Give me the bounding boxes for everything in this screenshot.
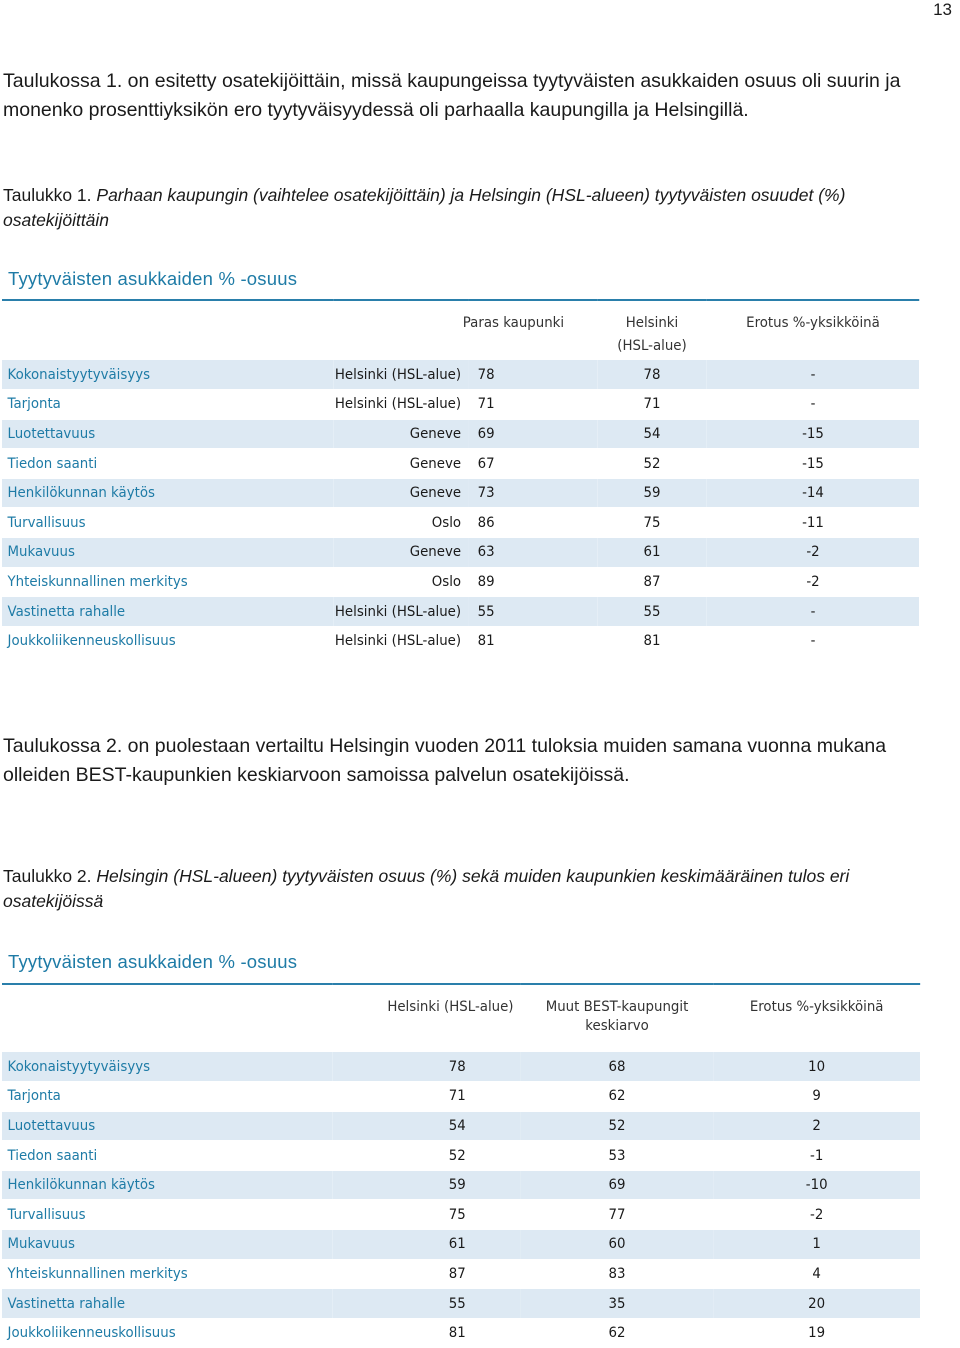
- table-row: [2, 567, 919, 597]
- best-city: Helsinki (HSL-alue): [333, 626, 468, 656]
- best-city: Geneve: [333, 478, 468, 508]
- helsinki-value: 81: [332, 1318, 521, 1348]
- table2-col-diff: Erotus %-yksikköinä: [713, 984, 920, 1015]
- best-value: 63: [468, 538, 597, 568]
- best-value: 81: [468, 626, 597, 656]
- table-row: [2, 1289, 920, 1319]
- helsinki-value: 55: [597, 597, 706, 627]
- helsinki-value: 59: [332, 1170, 521, 1200]
- table1-heading: Tyytyväisten asukkaiden % -osuus: [8, 268, 298, 289]
- helsinki-value: 61: [597, 538, 706, 568]
- table1: [2, 299, 919, 656]
- table1-body: [2, 360, 919, 656]
- diff-value: -: [707, 390, 920, 420]
- diff-value: 10: [713, 1052, 920, 1082]
- table2-caption: [3, 864, 938, 914]
- best-city: Geneve: [333, 538, 468, 568]
- table2-header-row: [2, 984, 920, 1015]
- best-city: Helsinki (HSL-alue): [333, 597, 468, 627]
- table-row: [2, 1170, 920, 1200]
- row-label: Kokonaistyytyväisyys: [2, 360, 333, 390]
- row-label: Yhteiskunnallinen merkitys: [2, 567, 333, 597]
- diff-value: -15: [707, 449, 920, 479]
- row-label: Yhteiskunnallinen merkitys: [2, 1259, 332, 1289]
- row-label: Luotettavuus: [2, 1111, 332, 1141]
- diff-value: 9: [713, 1082, 920, 1112]
- table-row: [2, 360, 919, 390]
- table-row: [2, 1052, 920, 1082]
- row-label: Luotettavuus: [2, 419, 333, 449]
- diff-value: -11: [707, 508, 920, 538]
- best-city: Helsinki (HSL-alue): [333, 360, 468, 390]
- table-row: [2, 478, 919, 508]
- table1-caption-text: Parhaan kaupungin (vaihtelee osatekijöittäin) ja Helsingin (HSL-alueen) tyytyväisten osuudet (%) osatekijöittäin: [3, 185, 846, 230]
- table-row: [2, 1082, 920, 1112]
- table-row: [2, 390, 919, 420]
- others-value: 69: [521, 1170, 713, 1200]
- best-value: 69: [468, 419, 597, 449]
- diff-value: 20: [713, 1289, 920, 1319]
- best-city: Geneve: [333, 449, 468, 479]
- table-row: [2, 626, 919, 656]
- row-label: Henkilökunnan käytös: [2, 1170, 332, 1200]
- diff-value: -: [707, 360, 920, 390]
- best-city: Helsinki (HSL-alue): [333, 390, 468, 420]
- helsinki-value: 55: [332, 1289, 521, 1319]
- best-value: 71: [468, 390, 597, 420]
- row-label: Joukkoliikenneuskollisuus: [2, 626, 333, 656]
- diff-value: -1: [713, 1141, 920, 1171]
- table-row: [2, 1259, 920, 1289]
- diff-value: -10: [713, 1170, 920, 1200]
- table2-caption-text: Helsingin (HSL-alueen) tyytyväisten osuus (%) sekä muiden kaupunkien keskimääräinen tulos eri osatekijöissä: [3, 866, 850, 911]
- table-row: [2, 1318, 920, 1348]
- row-label: Turvallisuus: [2, 1200, 332, 1230]
- table2-col-others-line2: keskiarvo: [585, 1018, 649, 1034]
- row-label: Tarjonta: [2, 390, 333, 420]
- table-row: [2, 1200, 920, 1230]
- table-row: [2, 1230, 920, 1260]
- row-label: Joukkoliikenneuskollisuus: [2, 1318, 332, 1348]
- table-row: [2, 538, 919, 568]
- row-label: Turvallisuus: [2, 508, 333, 538]
- row-label: Kokonaistyytyväisyys: [2, 1052, 332, 1082]
- best-value: 73: [468, 478, 597, 508]
- others-value: 52: [521, 1111, 713, 1141]
- helsinki-value: 78: [332, 1052, 521, 1082]
- diff-value: 2: [713, 1111, 920, 1141]
- helsinki-value: 78: [597, 360, 706, 390]
- best-value: 89: [468, 567, 597, 597]
- page-number: 13: [933, 0, 952, 19]
- others-value: 62: [521, 1082, 713, 1112]
- table1-col-helsinki: Helsinki: [597, 300, 706, 331]
- helsinki-value: 52: [332, 1141, 521, 1171]
- table-row: [2, 449, 919, 479]
- row-label: Vastinetta rahalle: [2, 597, 333, 627]
- table-row: [2, 597, 919, 627]
- table1-caption-label: Taulukko 1.: [3, 185, 92, 205]
- diff-value: -: [707, 597, 920, 627]
- table1-caption: [3, 183, 938, 233]
- row-label: Vastinetta rahalle: [2, 1289, 332, 1319]
- table2-caption-label: Taulukko 2.: [3, 866, 92, 886]
- helsinki-value: 71: [332, 1082, 521, 1112]
- row-label: Mukavuus: [2, 538, 333, 568]
- best-city: Oslo: [333, 567, 468, 597]
- table2-body: [2, 1052, 920, 1348]
- helsinki-value: 75: [332, 1200, 521, 1230]
- row-label: Tarjonta: [2, 1082, 332, 1112]
- helsinki-value: 87: [332, 1259, 521, 1289]
- best-value: 55: [468, 597, 597, 627]
- table-row: [2, 1141, 920, 1171]
- helsinki-value: 59: [597, 478, 706, 508]
- diff-value: 4: [713, 1259, 920, 1289]
- diff-value: -2: [713, 1200, 920, 1230]
- helsinki-value: 71: [597, 390, 706, 420]
- best-city: Geneve: [333, 419, 468, 449]
- best-city: Oslo: [333, 508, 468, 538]
- helsinki-value: 75: [597, 508, 706, 538]
- best-value: 67: [468, 449, 597, 479]
- table2-heading: Tyytyväisten asukkaiden % -osuus: [8, 951, 298, 972]
- helsinki-value: 81: [597, 626, 706, 656]
- row-label: Tiedon saanti: [2, 1141, 332, 1171]
- intro-paragraph-2: Taulukossa 2. on puolestaan vertailtu Helsingin vuoden 2011 tuloksia muiden samana vuonna mukana olleiden BEST-kaupunkien keskiarvoon samoissa palvelun osatekijöissä.: [3, 735, 887, 786]
- helsinki-value: 54: [597, 419, 706, 449]
- others-value: 68: [521, 1052, 713, 1082]
- row-label: Mukavuus: [2, 1230, 332, 1260]
- table1-col-diff: Erotus %-yksikköinä: [707, 300, 920, 331]
- helsinki-value: 61: [332, 1230, 521, 1260]
- helsinki-value: 87: [597, 567, 706, 597]
- others-value: 53: [521, 1141, 713, 1171]
- table1-header-row: [2, 300, 919, 331]
- diff-value: -2: [707, 567, 920, 597]
- diff-value: -: [707, 626, 920, 656]
- others-value: 60: [521, 1230, 713, 1260]
- best-value: 78: [468, 360, 597, 390]
- best-value: 86: [468, 508, 597, 538]
- diff-value: -2: [707, 538, 920, 568]
- helsinki-value: 54: [332, 1111, 521, 1141]
- others-value: 77: [521, 1200, 713, 1230]
- table2: [2, 983, 920, 1348]
- others-value: 83: [521, 1259, 713, 1289]
- table1-col-best: Paras kaupunki: [333, 300, 597, 331]
- others-value: 35: [521, 1289, 713, 1319]
- helsinki-value: 52: [597, 449, 706, 479]
- diff-value: 19: [713, 1318, 920, 1348]
- table-row: [2, 419, 919, 449]
- intro-paragraph-1: Taulukossa 1. on esitetty osatekijöittäin, missä kaupungeissa tyytyväisten asukkaiden osuus oli suurin ja monenko prosenttiyksikön ero tyytyväisyydessä oli parhaalla kaupungilla ja Helsingillä.: [3, 70, 901, 121]
- others-value: 62: [521, 1318, 713, 1348]
- table-row: [2, 508, 919, 538]
- diff-value: -14: [707, 478, 920, 508]
- row-label: Tiedon saanti: [2, 449, 333, 479]
- table1-col-helsinki-line2: (HSL-alue): [617, 337, 687, 354]
- row-label: Henkilökunnan käytös: [2, 478, 333, 508]
- diff-value: -15: [707, 419, 920, 449]
- table-row: [2, 1111, 920, 1141]
- diff-value: 1: [713, 1230, 920, 1260]
- table2-col-helsinki: Helsinki (HSL-alue): [332, 984, 521, 1015]
- table2-col-others: Muut BEST-kaupungit: [521, 984, 713, 1015]
